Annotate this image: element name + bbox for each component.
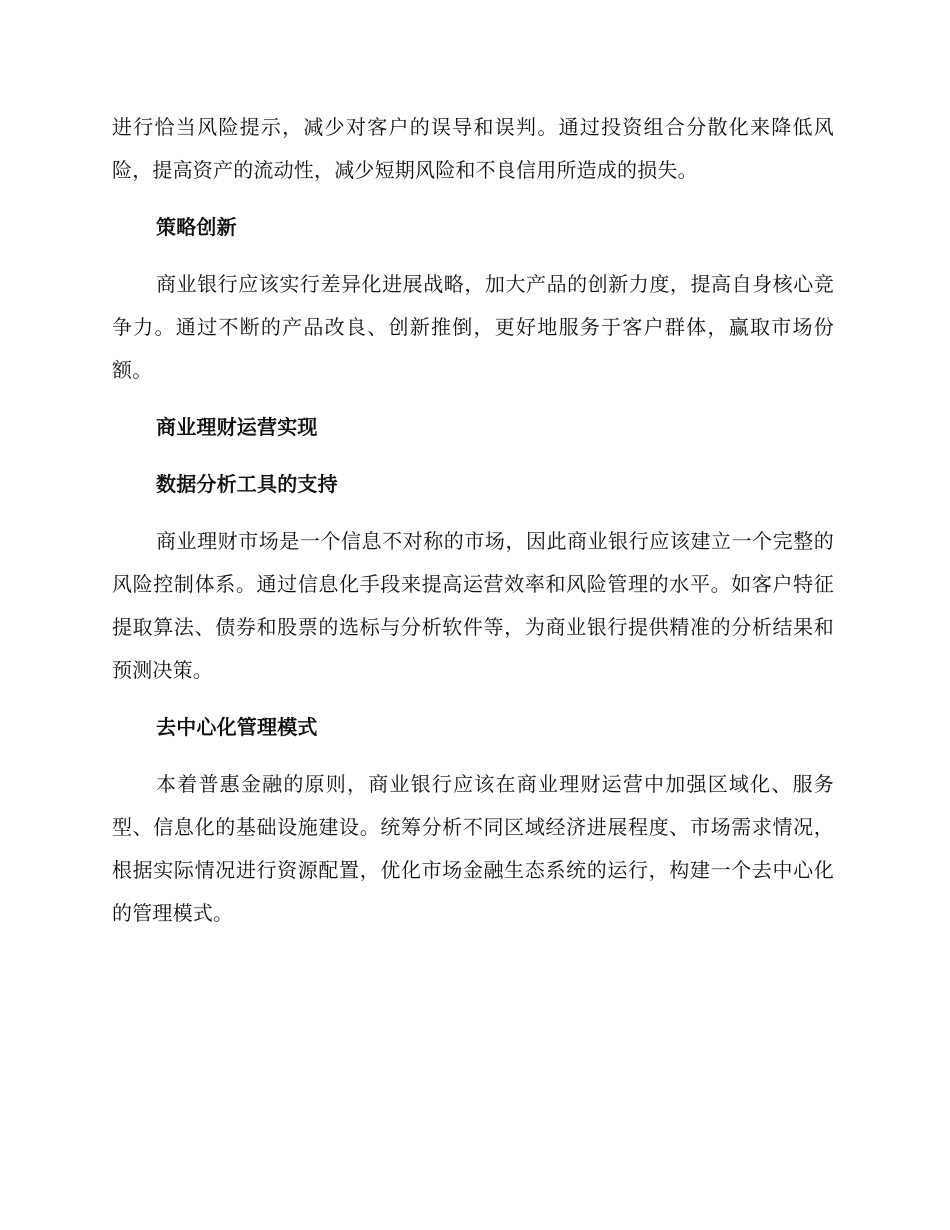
paragraph-data-analysis-tools: 商业理财市场是一个信息不对称的市场，因此商业银行应该建立一个完整的风险控制体系。通过信息化手段来提高运营效率和风险管理的水平。如客户特征提取算法、债券和股票的选标与分析软件等，为商业银行提供精准的分析结果和预测决策。 <box>112 529 834 682</box>
paragraph-decentralized-management: 本着普惠金融的原则，商业银行应该在商业理财运营中加强区域化、服务型、信息化的基础设施建设。统筹分析不同区域经济进展程度、市场需求情况，根据实际情况进行资源配置，优化市场金融生态系统的运行，构建一个去中心化的管理模式。 <box>112 772 834 925</box>
document-body <box>112 106 834 935</box>
heading-decentralized-management: 去中心化管理模式 <box>156 715 318 739</box>
heading-strategy-innovation: 策略创新 <box>156 215 237 239</box>
paragraph-risk-diversification: 进行恰当风险提示，减少对客户的误导和误判。通过投资组合分散化来降低风险，提高资产的流动性，减少短期风险和不良信用所造成的损失。 <box>112 115 834 182</box>
paragraph-strategy-innovation: 商业银行应该实行差异化进展战略，加大产品的创新力度，提高自身核心竞争力。通过不断的产品改良、创新推倒，更好地服务于客户群体，赢取市场份额。 <box>112 272 834 382</box>
heading-data-analysis-tools: 数据分析工具的支持 <box>156 472 338 496</box>
heading-operation-implementation: 商业理财运营实现 <box>156 415 318 439</box>
